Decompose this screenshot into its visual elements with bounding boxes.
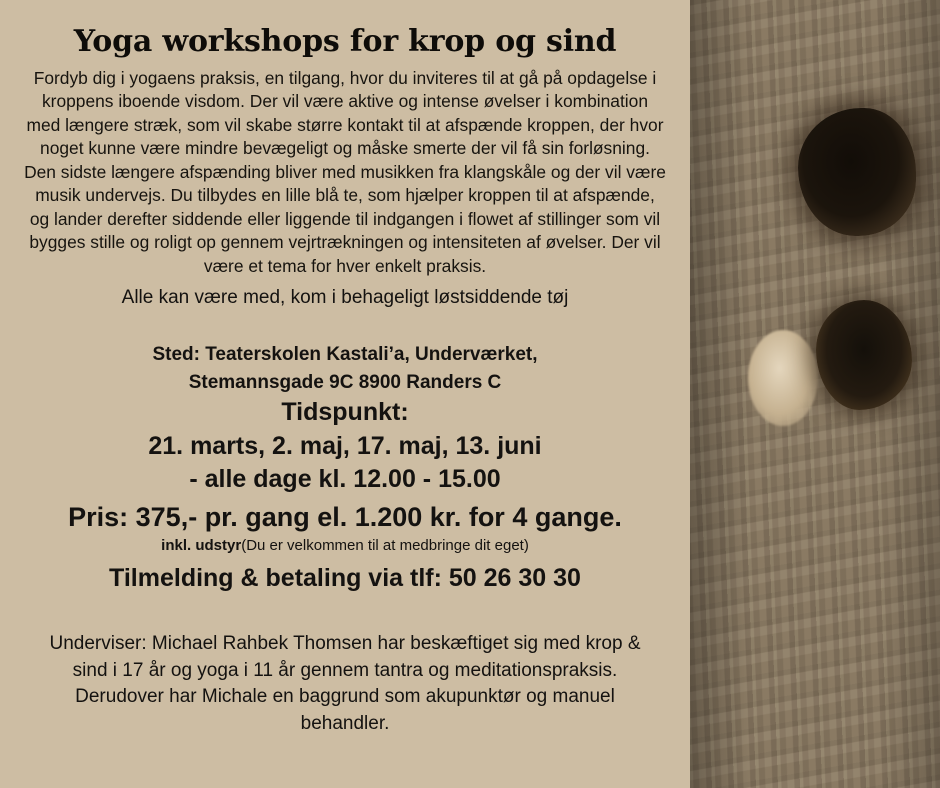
venue-line-1: Sted: Teaterskolen Kastali’a, Underværket,	[152, 344, 538, 365]
equipment-note-bold: inkl. udstyr	[161, 537, 242, 555]
time-label: Tidspunkt:	[281, 398, 409, 427]
dates-text: 21. marts, 2. maj, 17. maj, 13. juni	[148, 432, 542, 461]
bark-shadow-left	[690, 0, 750, 788]
tree-bark-photo	[690, 0, 940, 788]
equipment-note-rest: (Du er velkommen til at medbringe dit eget)	[241, 537, 529, 555]
bark-light-hollow	[748, 330, 818, 426]
venue-line-2: Stemannsgade 9C 8900 Randers C	[188, 371, 502, 393]
bark-knot-hole-upper	[798, 108, 916, 236]
teacher-bio: Underviser: Michael Rahbek Thomsen har beskæftiget sig med krop & sind i 17 år og yoga i 11 år gennem tantra og meditationspraksis. Derudover har Michale en baggrund som akupunktør og manuel behandler.	[49, 633, 641, 734]
price-text: Pris: 375,- pr. gang el. 1.200 kr. for 4 gange.	[68, 502, 622, 533]
signup-phone-text: Tilmelding & betaling via tlf: 50 26 30 30	[109, 564, 581, 593]
intro-paragraph: Fordyb dig i yogaens praksis, en tilgang, hvor du inviteres til at gå på opdagelse i kroppens iboende visdom. Der vil være aktive og intense øvelser i kombination med længere stræk, som vil skabe større kontakt til at afspænde kroppen, der hvor noget kunne være mindre bevægeligt og måske smerte der vil få sin forløsning. Den sidste længere afspænding bliver med musikken fra klangskåle og der vil være musik undervejs. Du tilbydes en lille blå te, som hjælper kroppen til at afspænde, og lander derefter siddende eller liggende til indgangen i flowet af stillinger som vil bygges stille og roligt op gennem vejrtrækningen og intensiteten af øvelser. Der vil være et tema for hver enkelt praksis.	[24, 68, 666, 276]
all-can-join-text: Alle kan være med, kom i behageligt løstsiddende tøj	[121, 287, 569, 309]
bark-knot-hole-lower	[816, 300, 912, 410]
equipment-note	[161, 537, 529, 554]
page-title: Yoga workshops for krop og sind	[73, 24, 617, 59]
hours-text: - alle dage kl. 12.00 - 15.00	[189, 465, 501, 494]
